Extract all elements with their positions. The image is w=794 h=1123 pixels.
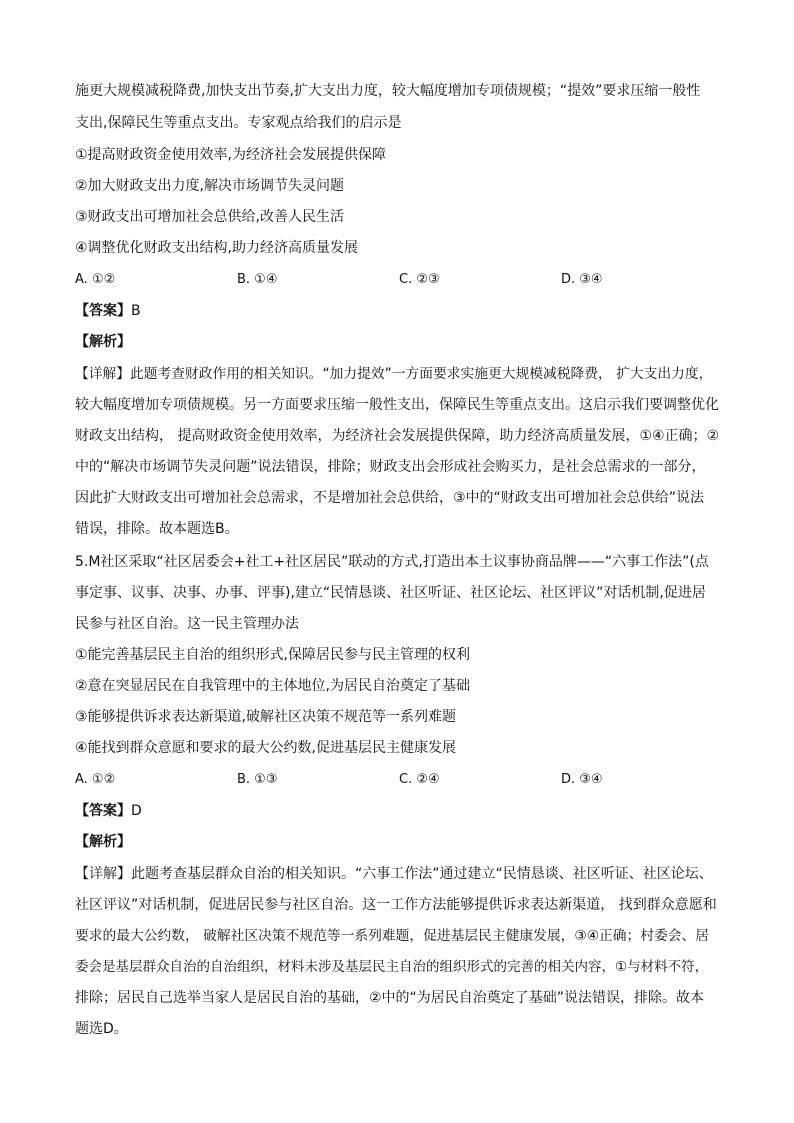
q4-item-4: ④调整优化财政支出结构,助力经济高质量发展 [75,240,358,256]
q4-detail-line-4: 中的“解决市场调节失灵问题”说法错误，排除；财政支出会形成社会购买力，是社会总需求的一部分， [75,459,706,475]
answer-tag: 【答案】 [75,303,131,319]
q5-answer [75,802,142,820]
q5-detail-line-1: 【详解】此题考查基层群众自治的相关知识。“六事工作法”通过建立“民情恳谈、社区听证、社区论坛、 [75,866,713,882]
q4-analysis-tag: 【解析】 [75,334,131,350]
q4-option-a: A. ①② [75,272,116,287]
q4-item-3: ③财政支出可增加社会总供给,改善人民生活 [75,209,344,225]
q5-detail-line-5: 排除；居民自己选举当家人是居民自治的基础，②中的“为居民自治奠定了基础”说法错误，排除。故本 [75,990,705,1006]
q5-stem-line-2: 事定事、议事、决事、办事、评事),建立“民情恳谈、社区听证、社区论坛、社区评议”对话机制,促进居 [75,585,706,601]
q4-detail-line-3: 财政支出结构， 提高财政资金使用效率，为经济社会发展提供保障，助力经济高质量发展，①④正确；② [75,428,720,444]
q5-stem-line-3: 民参与社区自治。这一民主管理办法 [75,616,299,632]
answer-tag: 【答案】 [75,803,131,819]
q5-detail-line-2: 社区评议”对话机制，促进居民参与社区自治。这一工作方法能够提供诉求表达新渠道， 找到群众意愿和 [75,897,717,913]
q5-detail-line-6: 题选D。 [75,1021,128,1037]
q4-detail-line-2: 较大幅度增加专项债规模。另一方面要求压缩一般性支出，保障民生等重点支出。这启示我们要调整优化 [75,397,719,413]
q4-detail-line-5: 因此扩大财政支出可增加社会总需求，不是增加社会总供给，③中的“财政支出可增加社会总供给”说法 [75,490,705,506]
q5-item-4: ④能找到群众意愿和要求的最大公约数,促进基层民主健康发展 [75,740,456,756]
q4-option-d: D. ③④ [561,272,603,287]
answer-value: D [131,803,142,819]
q5-detail-line-3: 要求的最大公约数， 破解社区决策不规范等一系列难题，促进基层民主健康发展，③④正确；村委会、居 [75,928,710,944]
q4-option-c: C. ②③ [399,272,440,287]
q5-detail-line-4: 委会是基层群众自治的自治组织，材料未涉及基层民主自治的组织形式的完善的相关内容，①与材料不符， [75,959,709,975]
q5-analysis-tag: 【解析】 [75,834,131,850]
q4-detail-line-1: 【详解】此题考查财政作用的相关知识。“加力提效”一方面要求实施更大规模减税降费， 扩大支出力度， [75,366,713,382]
q4-stem-line-2: 支出,保障民生等重点支出。专家观点给我们的启示是 [75,115,402,131]
q5-option-c: C. ②④ [399,772,440,787]
q4-detail-line-6: 错误，排除。故本题选B。 [75,521,239,537]
q5-item-2: ②意在突显居民在自我管理中的主体地位,为居民自治奠定了基础 [75,678,470,694]
q5-option-b: B. ①③ [237,772,278,787]
q4-option-b: B. ①④ [237,272,278,287]
q4-item-2: ②加大财政支出力度,解决市场调节失灵问题 [75,178,344,194]
q5-option-a: A. ①② [75,772,116,787]
q4-item-1: ①提高财政资金使用效率,为经济社会发展提供保障 [75,147,386,163]
q5-stem-line-1: 5.M社区采取“社区居委会+社工+社区居民”联动的方式,打造出本土议事协商品牌——“六事工作法”(点 [75,554,709,570]
q5-option-d: D. ③④ [561,772,603,787]
q4-answer [75,302,141,320]
answer-value: B [131,303,141,319]
q4-stem-line-1: 施更大规模减税降费,加快支出节奏,扩大支出力度，较大幅度增加专项债规模；“提效”要求压缩一般性 [75,83,701,99]
q5-item-3: ③能够提供诉求表达新渠道,破解社区决策不规范等一系列难题 [75,709,456,725]
q5-item-1: ①能完善基层民主自治的组织形式,保障居民参与民主管理的权利 [75,647,470,663]
